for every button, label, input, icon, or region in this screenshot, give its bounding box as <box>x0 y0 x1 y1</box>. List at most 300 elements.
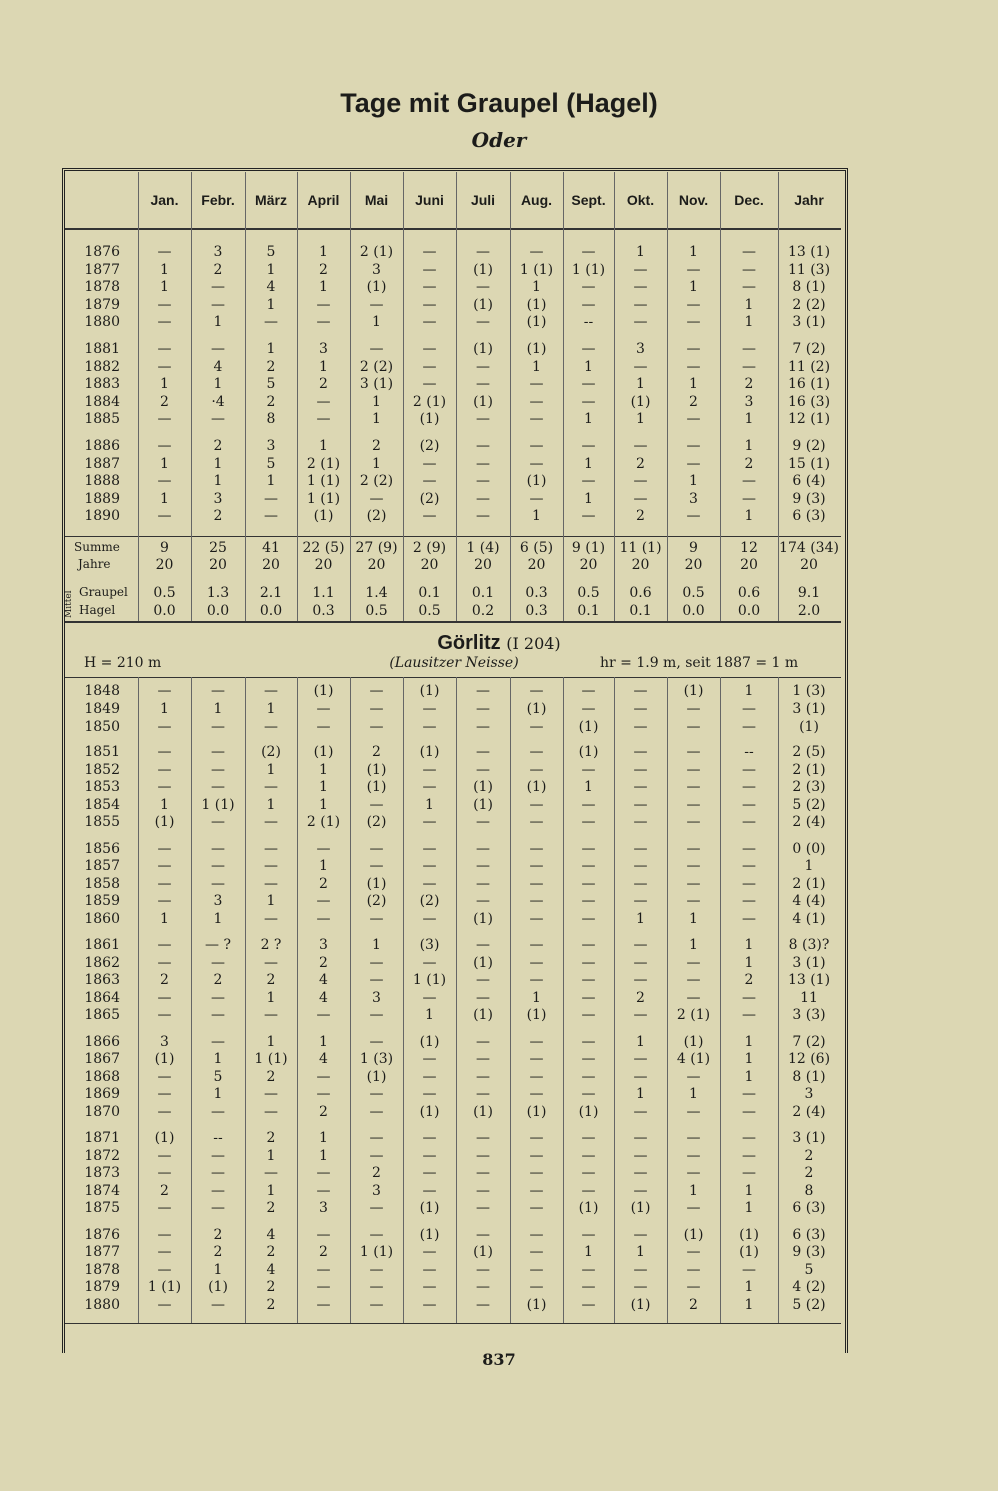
column-header: Okt. <box>626 192 655 208</box>
table-cell: — <box>422 358 437 375</box>
table-cell: — <box>686 972 701 989</box>
summary-cell: 41 <box>262 540 280 556</box>
table-cell: (2) <box>366 814 387 831</box>
table-cell: (1) <box>473 954 493 971</box>
table-row <box>62 279 842 297</box>
table-cell: — <box>157 1086 172 1103</box>
table-cell: — <box>211 1200 225 1217</box>
summary-cell: 0.1 <box>577 603 600 619</box>
summary-cell: 22 (5) <box>302 540 345 556</box>
table-cell: — <box>157 1200 172 1217</box>
table-row <box>62 1244 842 1262</box>
table-cell: — <box>211 411 225 427</box>
table-cell: 1 <box>744 1051 754 1068</box>
table-cell: — <box>581 1130 596 1146</box>
table-cell: 1 (1) <box>147 1279 182 1296</box>
table-cell: — <box>633 473 648 489</box>
table-cell: 2 (4) <box>792 1103 826 1120</box>
table-cell: (1) <box>578 1103 599 1120</box>
row-year: 1856 <box>84 840 120 857</box>
table-cell: — <box>633 490 648 507</box>
table-cell: 2 (2) <box>359 358 394 375</box>
table-cell: (1) <box>419 1033 440 1050</box>
table-cell: 2 <box>372 438 381 454</box>
table-cell: 1 (1) <box>306 490 341 507</box>
table-row <box>62 701 842 719</box>
table-cell: — <box>157 1007 172 1024</box>
table-cell: — <box>422 700 437 717</box>
table-cell: 4 <box>213 358 223 375</box>
table-cell: — <box>581 1182 596 1199</box>
page-subtitle: Oder <box>471 128 527 152</box>
table-cell: 1 <box>213 700 223 717</box>
summary-cell: 174 (34) <box>779 540 839 556</box>
table-cell: 2 <box>319 376 328 392</box>
table-cell: — <box>742 1165 756 1182</box>
table-cell: 1 <box>319 358 328 375</box>
table-cell: 1 <box>160 796 169 813</box>
table-cell: — <box>686 875 701 892</box>
table-cell: 5 <box>266 376 276 392</box>
table-cell: — <box>476 1165 490 1182</box>
table-cell: — <box>476 508 490 524</box>
table-cell: — <box>742 473 756 489</box>
column-header: Jan. <box>150 192 179 208</box>
row-year: 1877 <box>84 1244 120 1261</box>
table-cell: 8 <box>804 1182 814 1199</box>
table-cell: 1 <box>636 376 645 392</box>
table-cell: — <box>316 1226 331 1243</box>
table-cell: — <box>686 1130 701 1146</box>
table-cell: — <box>476 376 490 392</box>
summary-cell: 20 <box>155 557 174 573</box>
table-cell: — <box>211 779 225 796</box>
table-cell: 3 <box>319 937 328 953</box>
table-cell: — <box>476 814 490 831</box>
table-cell: — <box>742 840 756 857</box>
table-cell: — <box>581 972 596 989</box>
table-cell: 4 <box>319 1051 328 1068</box>
row-year: 1888 <box>84 473 120 489</box>
table-cell: 1 (3) <box>359 1051 394 1068</box>
table-cell: 4 <box>319 989 328 1006</box>
table-cell: 3 <box>636 341 645 357</box>
table-cell: 1 <box>266 473 276 489</box>
table-cell: 2 <box>266 972 276 989</box>
table-cell: — <box>633 814 648 831</box>
table-cell: — <box>264 490 278 507</box>
table-cell: 1 (1) <box>201 796 235 813</box>
table-cell: 2 <box>213 1226 223 1243</box>
row-year: 1890 <box>84 508 120 524</box>
column-divider <box>138 677 139 1323</box>
table-cell: 2 <box>160 1182 169 1199</box>
table-cell: — <box>369 1086 384 1103</box>
table-cell: — <box>529 954 544 971</box>
table-cell: 2 <box>319 261 328 278</box>
table-cell: 1 <box>266 1033 276 1050</box>
table-cell: (1) <box>313 744 334 760</box>
column-divider <box>667 172 668 621</box>
table-cell: — <box>686 1068 701 1085</box>
table-cell: (1) <box>578 718 599 735</box>
row-divider <box>65 621 841 623</box>
table-cell: — <box>581 761 596 778</box>
table-cell: (1) <box>526 1296 547 1313</box>
table-cell: 2 (5) <box>792 744 826 760</box>
row-year: 1866 <box>84 1033 120 1050</box>
table-cell: 5 <box>266 455 276 472</box>
goerlitz-hr: hr = 1.9 m, seit 1887 = 1 m <box>600 655 799 671</box>
table-cell: — <box>633 840 648 857</box>
table-row <box>62 911 842 929</box>
table-row <box>62 1262 842 1280</box>
table-cell: 3 <box>804 1086 814 1103</box>
row-year: 1862 <box>84 954 120 971</box>
table-cell: 1 <box>266 341 276 357</box>
table-cell: — <box>529 718 544 735</box>
column-header: Dec. <box>734 192 764 208</box>
table-cell: 2 <box>744 376 754 392</box>
table-cell: — <box>211 683 225 699</box>
table-cell: — <box>422 1279 437 1296</box>
table-cell: — <box>633 1261 648 1278</box>
table-cell: 2 <box>804 1165 814 1182</box>
table-cell: — <box>476 244 490 260</box>
table-row <box>62 683 842 701</box>
table-cell: — <box>157 840 172 857</box>
table-cell: — <box>529 455 544 472</box>
table-cell: — <box>476 1261 490 1278</box>
table-cell: (1) <box>366 279 387 295</box>
table-cell: — <box>157 718 172 735</box>
table-cell: 1 <box>160 490 169 507</box>
table-cell: — <box>686 700 701 717</box>
column-divider <box>614 677 615 1323</box>
table-cell: (1) <box>473 261 493 278</box>
table-cell: — <box>476 1226 490 1243</box>
summary-cell: 20 <box>740 557 758 573</box>
table-cell: 7 (2) <box>792 341 826 357</box>
row-year: 1851 <box>84 744 120 760</box>
table-cell: 1 <box>584 411 593 427</box>
summary-cell: 20 <box>527 557 546 573</box>
table-cell: — <box>264 1007 278 1024</box>
table-row <box>62 244 842 262</box>
table-cell: — <box>211 1165 225 1182</box>
table-cell: — <box>316 393 331 410</box>
table-cell: — <box>686 989 701 1006</box>
table-cell: — <box>476 1086 490 1103</box>
table-cell: — <box>422 455 437 472</box>
table-cell: 0 (0) <box>792 840 826 857</box>
table-cell: (2) <box>419 490 440 507</box>
table-cell: — <box>633 296 648 313</box>
table-row <box>62 779 842 797</box>
table-cell: 1 <box>425 796 434 813</box>
table-cell: — <box>529 1165 544 1182</box>
column-divider <box>403 172 404 621</box>
table-cell: 1 <box>213 1261 223 1278</box>
table-cell: — <box>686 1103 701 1120</box>
table-cell: (1) <box>473 779 493 796</box>
table-cell: — <box>211 954 225 971</box>
table-row <box>62 1007 842 1025</box>
table-cell: 2 <box>266 1200 276 1217</box>
table-cell: — <box>581 296 596 313</box>
table-cell: (1) <box>473 341 493 357</box>
table-cell: (1) <box>419 1103 440 1120</box>
column-divider <box>297 172 298 621</box>
column-divider <box>720 172 721 621</box>
column-header: Aug. <box>520 192 553 208</box>
row-year: 1880 <box>84 1296 120 1313</box>
table-cell: — <box>422 1261 437 1278</box>
table-cell: — <box>529 1086 544 1103</box>
table-cell: — <box>211 1033 225 1050</box>
table-row <box>62 1130 842 1148</box>
table-cell: — <box>742 244 756 260</box>
table-cell: 3 <box>372 261 381 278</box>
table-cell: — <box>633 875 648 892</box>
summary-cell: 2 (9) <box>412 540 447 556</box>
row-year: 1854 <box>84 796 120 813</box>
table-cell: 1 <box>584 358 593 375</box>
table-cell: — <box>529 1200 544 1217</box>
table-cell: — <box>476 1182 490 1199</box>
table-cell: 1 <box>532 508 541 524</box>
table-cell: — <box>686 779 701 796</box>
table-cell: — <box>686 954 701 971</box>
table-cell: — <box>157 1296 172 1313</box>
table-cell: — <box>742 910 756 927</box>
table-cell: — <box>476 411 490 427</box>
table-cell: — <box>581 341 596 357</box>
table-cell: — <box>529 1147 544 1164</box>
table-cell: 1 <box>266 761 276 778</box>
row-year: 1882 <box>84 358 120 375</box>
table-cell: — <box>686 1200 701 1217</box>
table-cell: — <box>742 814 756 831</box>
table-cell: 2 <box>372 744 381 760</box>
table-cell: — <box>476 1068 490 1085</box>
table-cell: — <box>742 893 756 910</box>
table-cell: (1) <box>526 341 547 357</box>
table-cell: — <box>686 718 701 735</box>
summary-label: Hagel <box>79 603 116 617</box>
graupel-row <box>62 585 842 603</box>
row-divider <box>65 536 841 537</box>
table-cell: — <box>529 1279 544 1296</box>
table-cell: — <box>157 473 172 489</box>
table-cell: 6 (3) <box>792 1226 826 1243</box>
table-cell: 1 <box>319 779 328 796</box>
table-cell: — <box>742 1086 756 1103</box>
table-row <box>62 719 842 737</box>
table-row <box>62 314 842 332</box>
table-cell: 2 <box>689 1296 698 1313</box>
table-cell: — <box>264 1103 278 1120</box>
table-cell: — <box>211 989 225 1006</box>
table-cell: — <box>476 455 490 472</box>
table-cell: — <box>211 1182 225 1199</box>
table-cell: — <box>476 1147 490 1164</box>
table-cell: — <box>633 779 648 796</box>
table-cell: — <box>633 1226 648 1243</box>
table-cell: — <box>742 341 756 357</box>
table-cell: — <box>529 972 544 989</box>
table-cell: 6 (4) <box>792 473 826 489</box>
table-cell: 1 <box>319 858 328 875</box>
row-year: 1852 <box>84 761 120 778</box>
column-divider <box>563 677 564 1323</box>
table-cell: 2 (1) <box>359 244 394 260</box>
table-cell: 1 <box>744 954 754 971</box>
table-cell: 1 <box>425 1007 434 1024</box>
table-cell: — <box>633 261 648 278</box>
summary-cell: 0.0 <box>737 603 761 619</box>
table-cell: — <box>211 296 225 313</box>
table-cell: — <box>633 954 648 971</box>
table-cell: — <box>211 1147 225 1164</box>
column-divider <box>350 172 351 621</box>
table-cell: — <box>369 954 384 971</box>
table-cell: -- <box>213 1130 223 1146</box>
table-cell: — <box>316 314 331 330</box>
table-cell: 1 <box>584 455 593 472</box>
table-cell: — <box>422 954 437 971</box>
table-cell: — <box>633 438 648 454</box>
summary-cell: 9.1 <box>797 585 821 601</box>
summary-cell: 20 <box>684 557 703 573</box>
table-cell: — <box>369 1103 384 1120</box>
table-cell: 3 (1) <box>792 700 826 717</box>
table-cell: — <box>211 840 225 857</box>
table-cell: — <box>529 1130 544 1146</box>
table-row <box>62 744 842 762</box>
table-cell: — <box>316 1068 331 1085</box>
table-cell: — <box>157 358 172 375</box>
table-cell: — <box>264 508 278 524</box>
table-cell: (1) <box>419 1226 440 1243</box>
summary-label: Summe <box>74 540 120 554</box>
summary-cell: 20 <box>262 557 280 573</box>
table-cell: 1 <box>744 1296 754 1313</box>
table-cell: 1 <box>636 411 645 427</box>
table-cell: — <box>422 341 437 357</box>
table-cell: 1 <box>636 1033 645 1050</box>
table-cell: 1 <box>689 1182 698 1199</box>
table-cell: — <box>581 1068 596 1085</box>
table-cell: — <box>316 296 331 313</box>
table-cell: — <box>157 1165 172 1182</box>
table-cell: — ? <box>205 937 231 953</box>
table-cell: — <box>581 376 596 392</box>
table-cell: — <box>264 875 278 892</box>
table-cell: 1 (1) <box>306 473 341 489</box>
table-cell: — <box>264 910 278 927</box>
table-row <box>62 762 842 780</box>
table-cell: 2 <box>266 1068 276 1085</box>
table-cell: 1 <box>266 893 276 910</box>
table-cell: — <box>316 840 331 857</box>
row-year: 1869 <box>84 1086 120 1103</box>
table-cell: — <box>422 1296 437 1313</box>
table-cell: (1) <box>526 296 547 313</box>
table-cell: 1 <box>319 438 328 454</box>
table-cell: — <box>369 296 384 313</box>
table-cell: (1) <box>313 508 334 524</box>
mittel-label: Mittel <box>64 590 74 618</box>
table-cell: (1) <box>473 296 493 313</box>
table-cell: — <box>686 411 701 427</box>
table-cell: — <box>529 393 544 410</box>
table-cell: — <box>529 875 544 892</box>
table-cell: — <box>476 761 490 778</box>
row-year: 1864 <box>84 989 120 1006</box>
table-cell: — <box>529 438 544 454</box>
row-year: 1879 <box>84 296 120 313</box>
table-row <box>62 955 842 973</box>
table-cell: — <box>686 1279 701 1296</box>
table-cell: — <box>633 1068 648 1085</box>
summary-label: Jahre <box>78 557 111 571</box>
table-cell: — <box>633 1007 648 1024</box>
table-cell: — <box>476 972 490 989</box>
table-cell: — <box>369 1226 384 1243</box>
table-row <box>62 1297 842 1315</box>
table-cell: — <box>476 875 490 892</box>
table-cell: — <box>264 1086 278 1103</box>
row-year: 1867 <box>84 1051 120 1068</box>
row-year: 1874 <box>84 1182 120 1199</box>
table-cell: — <box>529 1182 544 1199</box>
table-cell: — <box>686 261 701 278</box>
table-row <box>62 491 842 509</box>
table-cell: (1) <box>366 1068 387 1085</box>
table-cell: — <box>211 1103 225 1120</box>
table-cell: — <box>157 858 172 875</box>
table-cell: — <box>157 438 172 454</box>
table-cell: 3 <box>266 438 276 454</box>
table-cell: 1 <box>372 455 381 472</box>
summary-cell: 0.3 <box>525 603 548 619</box>
table-cell: 2 <box>213 438 223 454</box>
table-cell: — <box>581 875 596 892</box>
table-cell: 12 (6) <box>787 1051 831 1068</box>
table-cell: — <box>157 937 172 953</box>
table-cell: — <box>316 700 331 717</box>
table-cell: (1) <box>154 814 175 831</box>
table-cell: — <box>476 1033 490 1050</box>
table-cell: — <box>476 840 490 857</box>
table-cell: 3 (1) <box>359 376 394 392</box>
table-cell: 13 (1) <box>787 972 831 989</box>
table-cell: 11 <box>800 989 818 1006</box>
table-cell: 1 <box>319 279 328 295</box>
table-cell: — <box>581 1226 596 1243</box>
table-cell: — <box>686 840 701 857</box>
table-cell: 3 <box>213 244 223 260</box>
table-cell: — <box>211 341 225 357</box>
table-cell: — <box>157 1226 172 1243</box>
table-cell: 2 <box>213 261 223 278</box>
table-cell: — <box>742 858 756 875</box>
table-cell: — <box>422 1086 437 1103</box>
table-cell: — <box>476 858 490 875</box>
table-cell: 2 <box>689 393 698 410</box>
row-year: 1886 <box>84 438 120 454</box>
